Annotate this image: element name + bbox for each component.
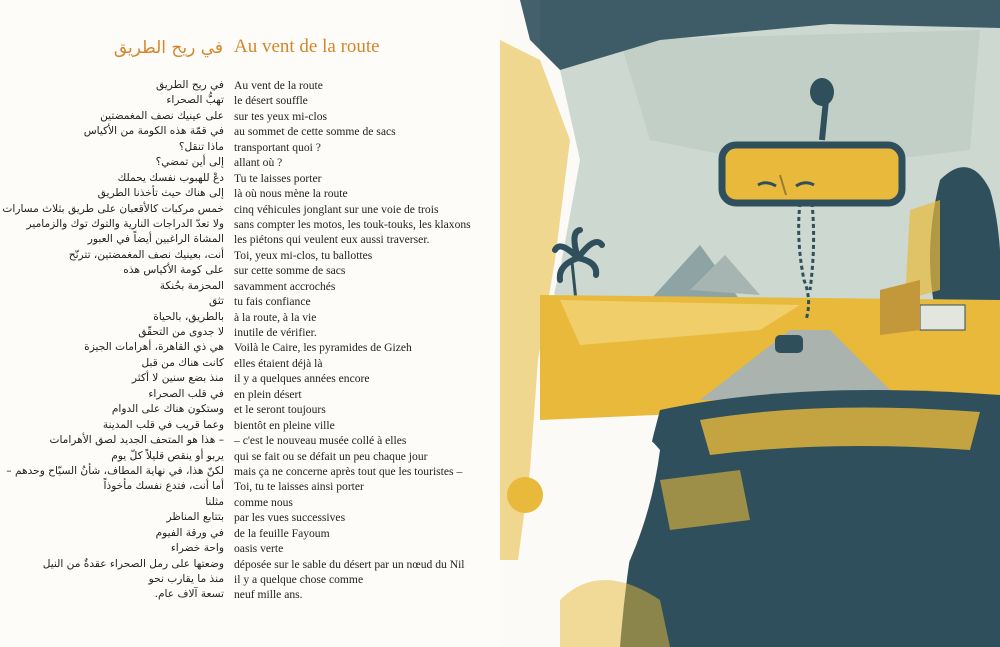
french-poem-line: allant où ? — [234, 156, 283, 170]
car-ahead — [775, 335, 803, 353]
arabic-poem-line: لا جدوى من التحقّق — [138, 326, 224, 338]
french-poem-line: Au vent de la route — [234, 79, 323, 92]
french-poem-line: sur tes yeux mi-clos — [234, 109, 328, 123]
arabic-poem-line: على كومة الأكياس هذه — [123, 264, 224, 277]
arabic-poem-line: ولا تعدّ الدراجات النارية والتوك توك والزمامير — [26, 217, 224, 230]
french-poem-line: par les vues successives — [234, 511, 346, 525]
arabic-poem-line: – هذا هو المتحف الجديد لصق الأهرامات — [49, 434, 224, 447]
french-poem-line: là où nous mène la route — [234, 187, 348, 201]
arabic-poem-line: منذ بضع سنين لا أكثر — [131, 372, 224, 385]
french-poem-line: elles étaient déjà là — [234, 356, 323, 370]
french-poem — [234, 78, 500, 603]
arabic-poem-line: وستكون هناك على الدوام — [111, 403, 224, 416]
gear-knob — [507, 477, 543, 513]
french-poem-line: transportant quoi ? — [234, 140, 321, 154]
french-poem-line: comme nous — [234, 495, 293, 509]
french-poem-line: le désert souffle — [234, 94, 308, 108]
arabic-poem-line: كانت هناك من قبل — [141, 356, 224, 369]
arabic-poem-line: بالطريق، بالحياة — [153, 310, 224, 323]
arabic-poem-line: واحة خضراء — [170, 542, 224, 555]
arabic-poem-line: يربو أو ينقص قليلاً كلّ يوم — [111, 449, 224, 462]
arabic-poem-line: على عينيك نصف المغمضتين — [100, 109, 224, 122]
arabic-poem-line: دعْ للهبوب نفسك يحملك — [117, 171, 224, 184]
arabic-poem-line: ماذا تنقل؟ — [178, 140, 224, 153]
french-poem-line: et le seront toujours — [234, 403, 326, 417]
french-poem-line: Voilà le Caire, les pyramides de Gizeh — [234, 341, 412, 355]
arabic-poem-line: في قمّة هذه الكومة من الأكياس — [83, 125, 224, 138]
arabic-poem-line: في ورقة الفيوم — [155, 526, 224, 539]
french-poem-line: cinq véhicules jonglant sur une voie de trois — [234, 202, 439, 216]
arabic-poem-line: أنت، بعينيك نصف المغمضتين، تترنّح — [68, 248, 224, 261]
arabic-poem-line: بتتابع المناظر — [166, 511, 224, 524]
french-poem-line: – c'est le nouveau musée collé à elles — [234, 434, 407, 448]
french-poem-line: sur cette somme de sacs — [234, 264, 346, 278]
arabic-poem-line: المحزمة بحُنكة — [159, 279, 224, 292]
rear-view-mirror — [722, 145, 902, 203]
french-poem-line: Toi, yeux mi-clos, tu ballottes — [234, 248, 373, 262]
french-poem-line: oasis verte — [234, 542, 284, 556]
french-poem-line: au sommet de cette somme de sacs — [234, 125, 396, 139]
french-poem-line: il y a quelque chose comme — [234, 573, 364, 586]
french-poem-line: savamment accrochés — [234, 279, 336, 293]
arabic-poem-line: المشاة الراغبين أيضاً في العبور — [87, 233, 224, 246]
arabic-poem-line: وضعتها على رمل الصحراء عقدةٌ من النيل — [42, 557, 224, 570]
french-poem-line: de la feuille Fayoum — [234, 526, 330, 540]
arabic-poem-line: وعما قريب في قلب المدينة — [102, 418, 224, 431]
arabic-poem-line: في ريح الطريق — [155, 79, 224, 91]
french-poem-line: sans compter les motos, les touk-touks, les klaxons — [234, 217, 471, 231]
french-poem-line: à la route, à la vie — [234, 310, 317, 324]
french-poem-line: Toi, tu te laisses ainsi porter — [234, 480, 364, 494]
car-view-painting — [500, 0, 1000, 647]
arabic-poem-line: تسعة آلاف عام. — [154, 588, 224, 601]
french-poem-line: déposée sur le sable du désert par un nœud du Nil — [234, 557, 465, 571]
illustration-page — [500, 0, 1000, 647]
arabic-poem-line: لكنّ هذا، في نهاية المطاف، شأنُ السيّاح وحدهم – — [6, 464, 224, 477]
french-poem-line: en plein désert — [234, 387, 302, 401]
arabic-poem-line: خمس مركبات كالأقعبان على طريق بثلاث مسارات — [2, 202, 224, 215]
arabic-poem-line: تهبُّ الصحراء — [166, 94, 224, 107]
french-poem-line: mais ça ne concerne après tout que les touristes – — [234, 464, 463, 478]
arabic-poem-line: هي ذي القاهرة، أهرامات الجيزة — [84, 341, 224, 354]
french-poem-line: tu fais confiance — [234, 295, 311, 309]
arabic-poem — [2, 78, 224, 603]
arabic-poem-line: تثق — [209, 295, 224, 308]
french-title: Au vent de la route — [234, 36, 380, 57]
french-poem-line: il y a quelques années encore — [234, 372, 370, 386]
arabic-poem-line: مثلنا — [205, 495, 224, 508]
french-poem-line: qui se fait ou se défait un peu chaque jour — [234, 449, 428, 463]
arabic-poem-line: في قلب الصحراء — [148, 387, 224, 400]
arabic-poem-line: أما أنت، فتدع نفسك مأخوذاً — [103, 480, 224, 493]
arabic-poem-line: إلى أين تمضي؟ — [155, 156, 224, 169]
arabic-title: في ريح الطريق — [113, 38, 223, 58]
french-poem-line: neuf mille ans. — [234, 588, 303, 602]
arabic-poem-line: إلى هناك حيث تأخذنا الطريق — [97, 187, 224, 200]
french-poem-line: inutile de vérifier. — [234, 326, 317, 339]
french-poem-line: bientôt en pleine ville — [234, 418, 335, 432]
french-poem-line: Tu te laisses porter — [234, 171, 322, 185]
french-poem-line: les piétons qui veulent eux aussi traverser. — [234, 233, 430, 247]
arabic-poem-line: منذ ما يقارب نحو — [148, 573, 224, 585]
